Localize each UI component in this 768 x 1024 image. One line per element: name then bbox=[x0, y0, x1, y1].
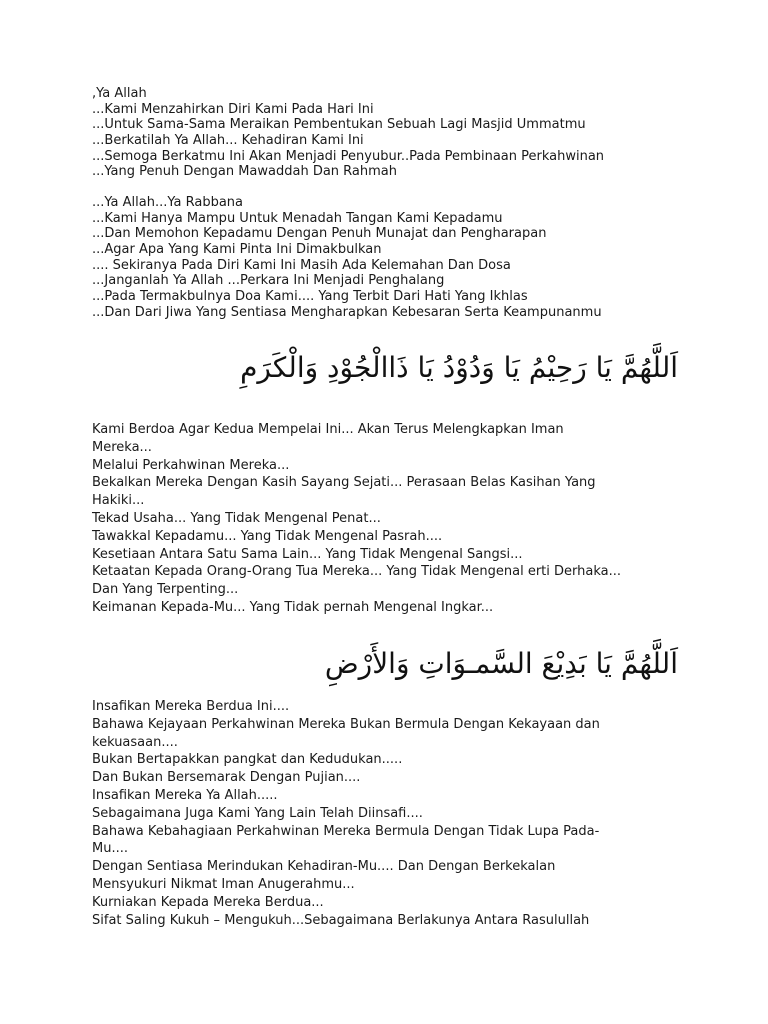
prayer-opening-section bbox=[92, 86, 692, 180]
arabic-invocation-2: اَللَّهُمَّ يَا بَدِيْعَ السَّمـوَاتِ وَالأَرْضِ bbox=[324, 647, 678, 680]
text-line: ...Pada Termakbulnya Doa Kami.... Yang Terbit Dari Hati Yang Ikhlas bbox=[92, 289, 528, 305]
text-line: Hakiki... bbox=[92, 493, 145, 509]
text-line: Dan Bukan Bersemarak Dengan Pujian.... bbox=[92, 770, 361, 786]
prayer-awareness-section bbox=[92, 698, 692, 929]
text-line: Dan Yang Terpenting... bbox=[92, 582, 239, 598]
text-line: Kurniakan Kepada Mereka Berdua... bbox=[92, 894, 324, 910]
text-line: kekuasaan.... bbox=[92, 734, 178, 750]
text-line: Mu.... bbox=[92, 841, 128, 857]
text-line: .... Sekiranya Pada Diri Kami Ini Masih Ada Kelemahan Dan Dosa bbox=[92, 257, 511, 273]
text-line: ,Ya Allah bbox=[92, 86, 147, 101]
text-line: Kesetiaan Antara Satu Sama Lain... Yang Tidak Mengenal Sangsi... bbox=[92, 546, 523, 562]
text-line: Bahawa Kejayaan Perkahwinan Mereka Bukan Bermula Dengan Kekayaan dan bbox=[92, 716, 600, 732]
text-line: Melalui Perkahwinan Mereka... bbox=[92, 457, 290, 473]
text-line: ...Semoga Berkatmu Ini Akan Menjadi Penyubur..Pada Pembinaan Perkahwinan bbox=[92, 148, 605, 164]
text-line: ...Dan Dari Jiwa Yang Sentiasa Mengharapkan Kebesaran Serta Keampunanmu bbox=[92, 304, 602, 320]
text-line: ...Ya Allah...Ya Rabbana bbox=[92, 195, 244, 210]
text-line: Tekad Usaha... Yang Tidak Mengenal Penat... bbox=[92, 510, 381, 526]
text-line: Mereka... bbox=[92, 439, 152, 455]
text-line: Bekalkan Mereka Dengan Kasih Sayang Sejati... Perasaan Belas Kasihan Yang bbox=[92, 475, 596, 491]
text-line: Insafikan Mereka Ya Allah..... bbox=[92, 787, 278, 803]
text-line: Bukan Bertapakkan pangkat dan Kedudukan..... bbox=[92, 752, 403, 768]
text-line: ...Kami Menzahirkan Diri Kami Pada Hari Ini bbox=[92, 101, 374, 117]
text-line: Bahawa Kebahagiaan Perkahwinan Mereka Bermula Dengan Tidak Lupa Pada- bbox=[92, 823, 600, 839]
text-line: Dengan Sentiasa Merindukan Kehadiran-Mu.... Dan Dengan Berkekalan bbox=[92, 859, 556, 875]
text-line: Ketaatan Kepada Orang-Orang Tua Mereka... Yang Tidak Mengenal erti Derhaka... bbox=[92, 564, 622, 580]
text-line: ...Berkatilah Ya Allah... Kehadiran Kami Ini bbox=[92, 133, 364, 149]
text-line: ...Janganlah Ya Allah ...Perkara Ini Menjadi Penghalang bbox=[92, 273, 445, 289]
text-line: ...Kami Hanya Mampu Untuk Menadah Tangan Kami Kepadamu bbox=[92, 210, 503, 226]
text-line: Insafikan Mereka Berdua Ini.... bbox=[92, 699, 290, 714]
text-line: Mensyukuri Nikmat Iman Anugerahmu... bbox=[92, 876, 355, 892]
prayer-couple-section bbox=[92, 421, 692, 617]
prayer-supplication-section bbox=[92, 195, 692, 321]
text-line: Tawakkal Kepadamu... Yang Tidak Mengenal Pasrah.... bbox=[92, 528, 443, 544]
text-line: ...Dan Memohon Kepadamu Dengan Penuh Munajat dan Pengharapan bbox=[92, 226, 547, 242]
text-line: Kami Berdoa Agar Kedua Mempelai Ini... Akan Terus Melengkapkan Iman bbox=[92, 422, 564, 437]
text-line: Sifat Saling Kukuh – Mengukuh...Sebagaimana Berlakunya Antara Rasulullah bbox=[92, 912, 590, 928]
text-line: ...Agar Apa Yang Kami Pinta Ini Dimakbulkan bbox=[92, 242, 382, 258]
text-line: Sebagaimana Juga Kami Yang Lain Telah Diinsafi.... bbox=[92, 805, 423, 821]
text-line: ...Yang Penuh Dengan Mawaddah Dan Rahmah bbox=[92, 164, 397, 180]
arabic-invocation-1: اَللَّهُمَّ يَا رَحِيْمُ يَا وَدُوْدُ يَا ذَاالْجُوْدِ وَالْكَرَمِ bbox=[240, 351, 678, 384]
text-line: Keimanan Kepada-Mu... Yang Tidak pernah Mengenal Ingkar... bbox=[92, 599, 494, 615]
text-line: ...Untuk Sama-Sama Meraikan Pembentukan Sebuah Lagi Masjid Ummatmu bbox=[92, 117, 586, 133]
